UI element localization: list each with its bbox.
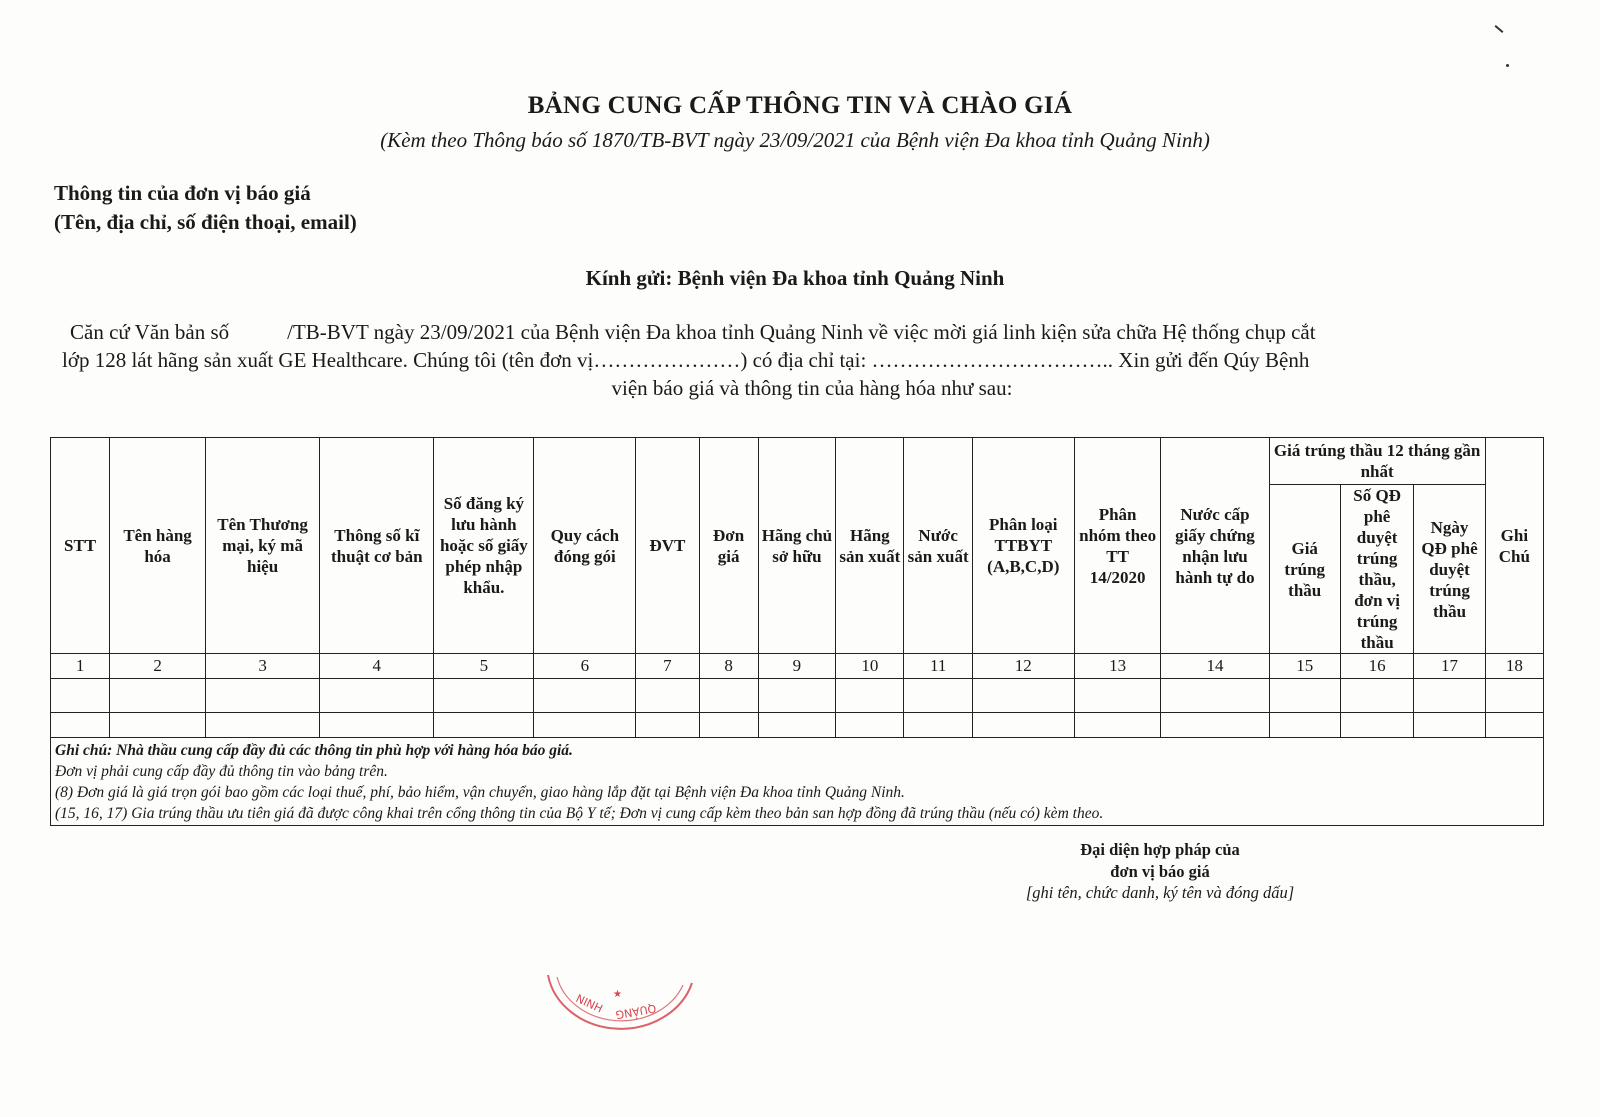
- col-number: 12: [972, 654, 1074, 679]
- blank-cell: [636, 713, 699, 738]
- column-number-row: [51, 654, 1544, 679]
- col-so-qd-header: Số QĐ phê duyệt trúng thầu, đơn vị trúng thầu: [1340, 485, 1413, 654]
- red-stamp-seal: [545, 975, 695, 1045]
- scan-dot: [1506, 64, 1509, 67]
- col-number: 17: [1414, 654, 1485, 679]
- col-number: 14: [1161, 654, 1269, 679]
- col-ten-thuong-mai-header: Tên Thương mại, ký mã hiệu: [206, 438, 320, 654]
- col-hang-chu-so-huu-header: Hãng chủ sở hữu: [758, 438, 836, 654]
- col-number: 1: [51, 654, 110, 679]
- paragraph-line-3: viện báo giá và thông tin của hàng hóa như sau:: [611, 376, 1013, 400]
- greeting: Kính gửi: Bệnh viện Đa khoa tỉnh Quảng Ninh: [585, 266, 1005, 290]
- col-number: 3: [206, 654, 320, 679]
- blank-cell: [758, 679, 836, 713]
- col-ten-hang-hoa-header: Tên hàng hóa: [110, 438, 206, 654]
- col-number: 11: [904, 654, 972, 679]
- blank-cell: [51, 713, 110, 738]
- blank-cell: [904, 713, 972, 738]
- blank-cell: [320, 679, 434, 713]
- note-line: Ghi chú: Nhà thầu cung cấp đầy đủ các thông tin phù hợp với hàng hóa báo giá.: [55, 742, 573, 759]
- col-nuoc-san-xuat-header: Nước sản xuất: [904, 438, 972, 654]
- blank-row: [51, 679, 1544, 713]
- col-number: 13: [1074, 654, 1161, 679]
- blank-cell: [1485, 679, 1543, 713]
- col-number: 8: [699, 654, 758, 679]
- blank-cell: [1161, 679, 1269, 713]
- sender-info-hint: (Tên, địa chỉ, số điện thoại, email): [54, 210, 357, 234]
- col-number: 18: [1485, 654, 1543, 679]
- col-number: 16: [1340, 654, 1413, 679]
- blank-cell: [636, 679, 699, 713]
- paragraph-line-2: lớp 128 lát hãng sản xuất GE Healthcare. Chúng tôi (tên đơn vị…………………) có địa chỉ tại: …………………………….. Xin gửi đến Qúy Bệnh: [62, 348, 1310, 372]
- col-so-dang-ky-header: Số đăng ký lưu hành hoặc số giấy phép nhập khẩu.: [434, 438, 534, 654]
- blank-cell: [904, 679, 972, 713]
- blank-cell: [1074, 679, 1161, 713]
- stamp-text-right: QUẢNG: [614, 1001, 658, 1022]
- col-number: 9: [758, 654, 836, 679]
- signature-title: Đại diện hợp pháp của: [1080, 840, 1240, 859]
- paragraph-line-1: [62, 318, 1532, 346]
- scan-speck: [1495, 25, 1504, 33]
- col-ghi-chu-header: Ghi Chú: [1485, 438, 1543, 654]
- stamp-text-left: NINH: [573, 991, 605, 1016]
- blank-cell: [699, 713, 758, 738]
- col-ngay-qd-header: Ngày QĐ phê duyệt trúng thầu: [1414, 485, 1485, 654]
- blank-cell: [1414, 713, 1485, 738]
- notes-cell: [51, 738, 1544, 826]
- blank-cell: [434, 713, 534, 738]
- blank-cell: [1269, 679, 1340, 713]
- blank-cell: [1269, 713, 1340, 738]
- col-number: 2: [110, 654, 206, 679]
- col-phan-nhom-header: Phân nhóm theo TT 14/2020: [1074, 438, 1161, 654]
- col-phan-loai-header: Phân loại TTBYT (A,B,C,D): [972, 438, 1074, 654]
- blank-cell: [534, 713, 636, 738]
- blank-cell: [1340, 713, 1413, 738]
- blank-cell: [51, 679, 110, 713]
- col-number: 10: [836, 654, 904, 679]
- col-don-gia-header: Đơn giá: [699, 438, 758, 654]
- col-dvt-header: ĐVT: [636, 438, 699, 654]
- note-line: Đơn vị phải cung cấp đầy đủ thông tin vào bảng trên.: [55, 763, 388, 780]
- paragraph-line-1a: Căn cứ Văn bản số: [70, 320, 230, 344]
- blank-cell: [972, 713, 1074, 738]
- col-number: 6: [534, 654, 636, 679]
- blank-cell: [972, 679, 1074, 713]
- blank-cell: [110, 679, 206, 713]
- blank-cell: [1340, 679, 1413, 713]
- blank-cell: [534, 679, 636, 713]
- col-nuoc-cap-giay-header: Nước cấp giấy chứng nhận lưu hành tự do: [1161, 438, 1269, 654]
- blank-row: [51, 713, 1544, 738]
- header-row-top: [51, 438, 1544, 485]
- document-subtitle: (Kèm theo Thông báo số 1870/TB-BVT ngày 23/09/2021 của Bệnh viện Đa khoa tỉnh Quảng Ninh): [380, 128, 1210, 152]
- blank-cell: [110, 713, 206, 738]
- note-line: (8) Đơn giá là giá trọn gói bao gồm các loại thuế, phí, bảo hiểm, vận chuyển, giao hàng lắp đặt tại Bệnh viện Đa khoa tỉnh Quảng Ninh.: [55, 784, 905, 801]
- sender-info-label: Thông tin của đơn vị báo giá: [54, 181, 311, 205]
- signature-unit: đơn vị báo giá: [1110, 862, 1210, 881]
- blank-cell: [320, 713, 434, 738]
- blank-cell: [836, 713, 904, 738]
- col-number: 5: [434, 654, 534, 679]
- document-title: BẢNG CUNG CẤP THÔNG TIN VÀ CHÀO GIÁ: [527, 92, 1073, 119]
- col-number: 15: [1269, 654, 1340, 679]
- blank-cell: [1414, 679, 1485, 713]
- paragraph-line-1b: /TB-BVT ngày 23/09/2021 của Bệnh viện Đa khoa tỉnh Quảng Ninh về việc mời giá linh kiện sửa chữa Hệ thống chụp cắt: [287, 320, 1316, 344]
- blank-cell: [206, 679, 320, 713]
- col-number: 7: [636, 654, 699, 679]
- intro-paragraph: [62, 318, 1532, 402]
- col-stt-header: STT: [51, 438, 110, 654]
- col-hang-san-xuat-header: Hãng sản xuất: [836, 438, 904, 654]
- blank-cell: [206, 713, 320, 738]
- col-thong-so-header: Thông số kĩ thuật cơ bản: [320, 438, 434, 654]
- quotation-table: [50, 437, 1544, 826]
- col-gia-trung-thau-header: Giá trúng thầu: [1269, 485, 1340, 654]
- signature-instruction: [ghi tên, chức danh, ký tên và đóng dấu]: [1025, 883, 1295, 902]
- note-line: (15, 16, 17) Gia trúng thầu ưu tiên giá đã được công khai trên cổng thông tin của Bộ Y tế; Đơn vị cung cấp kèm theo bản san hợp đồng đã trúng thầu (nếu có) kèm theo.: [55, 805, 1104, 822]
- blank-cell: [699, 679, 758, 713]
- blank-cell: [434, 679, 534, 713]
- col-number: 4: [320, 654, 434, 679]
- blank-cell: [836, 679, 904, 713]
- col-quy-cach-header: Quy cách đóng gói: [534, 438, 636, 654]
- blank-cell: [1485, 713, 1543, 738]
- stamp-star: ★: [613, 989, 622, 1000]
- blank-cell: [1074, 713, 1161, 738]
- blank-cell: [758, 713, 836, 738]
- col-gia-trung-thau-group-header: Giá trúng thầu 12 tháng gần nhất: [1269, 438, 1485, 485]
- notes-row: [51, 738, 1544, 826]
- blank-cell: [1161, 713, 1269, 738]
